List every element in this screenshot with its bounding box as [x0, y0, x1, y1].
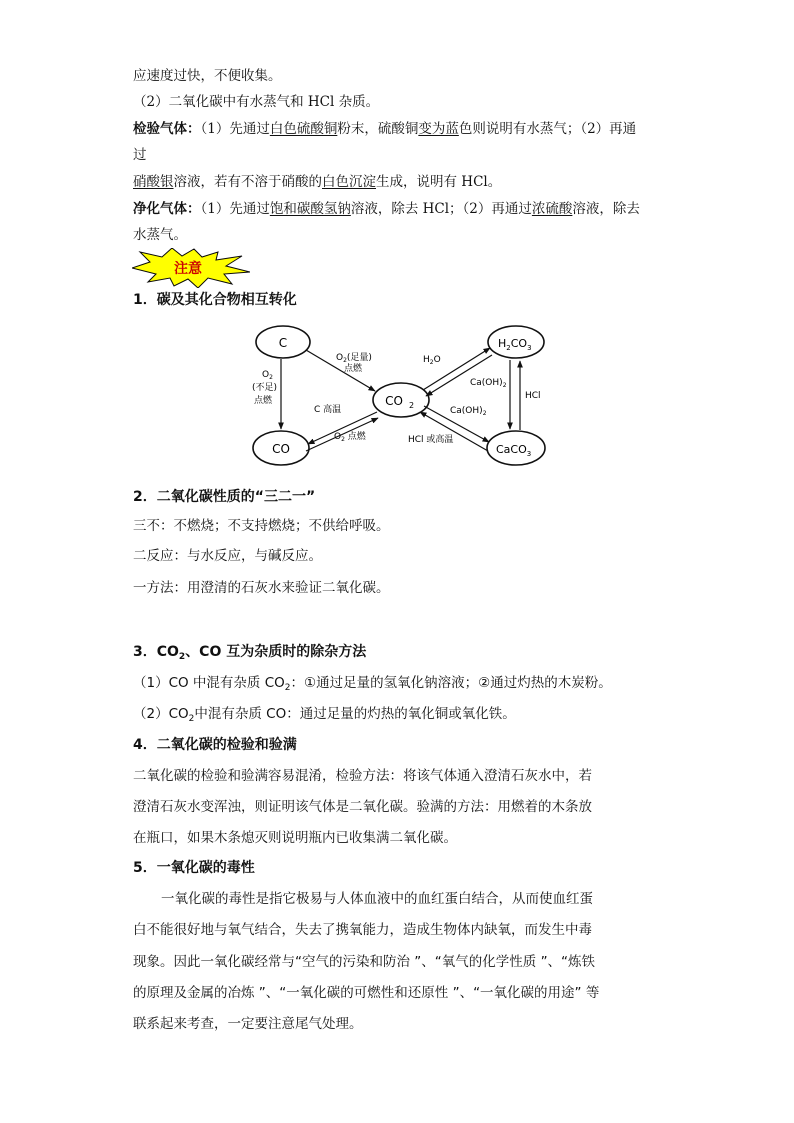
text: 溶液，若有不溶于硝酸的	[173, 174, 322, 190]
text: 溶液，除去 HCl；（2）再通过	[350, 201, 532, 217]
title-part: 3．CO	[133, 644, 179, 660]
label-part: H	[423, 355, 430, 365]
label-part: 点燃	[344, 432, 366, 442]
section-5-line-1: 一氧化碳的毒性是指它极易与人体血液中的血红蛋白结合，从而使血红蛋	[161, 891, 593, 907]
section-3-line-1	[133, 673, 612, 693]
title-part: 2	[178, 652, 186, 662]
check-gas-line	[133, 119, 636, 139]
label-o2-short-amount: (不足)	[252, 383, 278, 393]
label-o2-short-ignite: 点燃	[254, 396, 273, 406]
section-3-line-2	[133, 704, 516, 724]
arrow-co-to-co2	[306, 418, 378, 451]
text: 2	[284, 683, 291, 693]
section-1-title: 1．碳及其化合物相互转化	[133, 292, 297, 308]
text: 中混有杂质 CO：通过足量的灼热的氧化铜或氧化铁。	[194, 706, 516, 722]
arrow-caco3-to-co2	[420, 412, 488, 451]
label-o2-enough	[336, 352, 372, 364]
text: 色则说明有水蒸气；（2）再通	[458, 121, 637, 137]
underlined-text: 变为蓝	[418, 121, 459, 137]
node-c-label: C	[278, 336, 288, 350]
text: （1）先通过	[200, 121, 270, 137]
label-part: Ca(OH)	[470, 378, 503, 388]
underlined-text: 浓硫酸	[531, 201, 573, 217]
label-part: 2	[269, 374, 273, 381]
text: 生成，说明有 HCl。	[376, 174, 502, 190]
label-part: 2	[343, 357, 347, 364]
section-5-line-4: 的原理及金属的冶炼 ”、“一氧化碳的可燃性和还原性 ”、“一氧化碳的用途” 等	[133, 985, 600, 1001]
label-part: O	[433, 355, 441, 365]
underlined-text: 白色沉淀	[322, 174, 376, 190]
text: （2）CO	[133, 706, 189, 722]
node-co2-sub: 2	[409, 401, 415, 410]
label-o2-burn	[334, 430, 367, 443]
text: （1）先通过	[200, 201, 270, 217]
title-part: 、CO 互为杂质时的除杂方法	[185, 644, 367, 660]
section-4-title: 4．二氧化碳的检验和验满	[133, 737, 297, 753]
label-c-high-temp: C 高温	[314, 405, 342, 415]
label-part: 2	[341, 436, 345, 443]
purify-gas-label: 净化气体：	[133, 201, 201, 217]
h2co3-part: 2	[506, 344, 511, 352]
label-o2-short	[262, 370, 273, 381]
label-o2-enough-ignite: 点燃	[344, 364, 363, 374]
label-part: O	[336, 353, 344, 363]
section-5-line-5: 联系起来考查，一定要注意尾气处理。	[133, 1016, 363, 1032]
label-hcl-or-high-temp: HCl 或高温	[408, 435, 454, 445]
purify-gas-line	[133, 199, 640, 219]
intro-line-2: （2）二氧化碳中有水蒸气和 HCl 杂质。	[133, 94, 380, 110]
label-h2o	[423, 355, 441, 366]
check-gas-line-3	[133, 172, 501, 192]
caco3-part: CaCO	[496, 443, 527, 456]
section-5-title: 5．一氧化碳的毒性	[133, 860, 255, 876]
underlined-text: 白色硫酸铜	[269, 121, 338, 137]
label-part: O	[262, 370, 270, 380]
node-caco3-label	[496, 443, 531, 458]
check-gas-label: 检验气体：	[133, 121, 201, 137]
section-2-line-2: 二反应：与水反应，与碱反应。	[133, 548, 322, 564]
text: 2	[188, 714, 195, 724]
label-caoh2-lower	[450, 406, 487, 417]
check-gas-line-2: 过	[133, 147, 147, 163]
label-part: 2	[482, 410, 487, 417]
node-co-label: CO	[272, 442, 290, 456]
node-co2-label: CO	[385, 394, 403, 408]
label-part: O	[334, 432, 342, 442]
text: 粉末，硫酸铜	[337, 121, 419, 137]
underlined-text: 硝酸银	[133, 174, 174, 190]
section-5-line-3: 现象。因此一氧化碳经常与“空气的污染和防治 ”、“氧气的化学性质 ”、“炼铁	[133, 954, 596, 970]
section-2-line-1: 三不：不燃烧；不支持燃烧；不供给呼吸。	[133, 518, 390, 534]
section-4-line-2: 澄清石灰水变浑浊，则证明该气体是二氧化碳。验满的方法：用燃着的木条放	[133, 799, 592, 815]
attention-badge	[132, 248, 250, 288]
label-caoh2-upper	[470, 378, 507, 389]
section-4-line-1: 二氧化碳的检验和验满容易混淆，检验方法：将该气体通入澄清石灰水中，若	[133, 768, 592, 784]
label-part: 2	[502, 382, 507, 389]
h2co3-part: CO	[510, 337, 528, 350]
label-part: (足量)	[346, 353, 372, 363]
underlined-text: 饱和碳酸氢钠	[269, 201, 351, 217]
label-hcl: HCl	[525, 391, 541, 401]
purify-gas-line-2: 水蒸气。	[133, 227, 187, 243]
caco3-part: 3	[526, 450, 532, 458]
section-5-line-2: 白不能很好地与氧气结合，失去了携氧能力，造成生物体内缺氧，而发生中毒	[133, 922, 592, 938]
attention-label: 注意	[174, 261, 202, 277]
carbon-conversion-diagram	[244, 318, 550, 470]
label-part: 2	[429, 359, 434, 366]
section-4-line-3: 在瓶口，如果木条熄灭则说明瓶内已收集满二氧化碳。	[133, 830, 457, 846]
text: 溶液，除去	[572, 201, 640, 217]
node-h2co3-label	[498, 337, 532, 352]
text: （1）CO 中混有杂质 CO	[133, 675, 285, 691]
section-2-line-3: 一方法：用澄清的石灰水来验证二氧化碳。	[133, 580, 390, 596]
section-2-title: 2．二氧化碳性质的“三二一”	[133, 489, 316, 505]
section-3-title	[133, 642, 366, 662]
text: ：①通过足量的氢氧化钠溶液；②通过灼热的木炭粉。	[290, 675, 612, 691]
label-part: Ca(OH)	[450, 406, 483, 416]
intro-line-1: 应速度过快，不便收集。	[133, 68, 282, 84]
h2co3-part: H	[498, 337, 507, 350]
h2co3-part: 3	[527, 344, 532, 352]
